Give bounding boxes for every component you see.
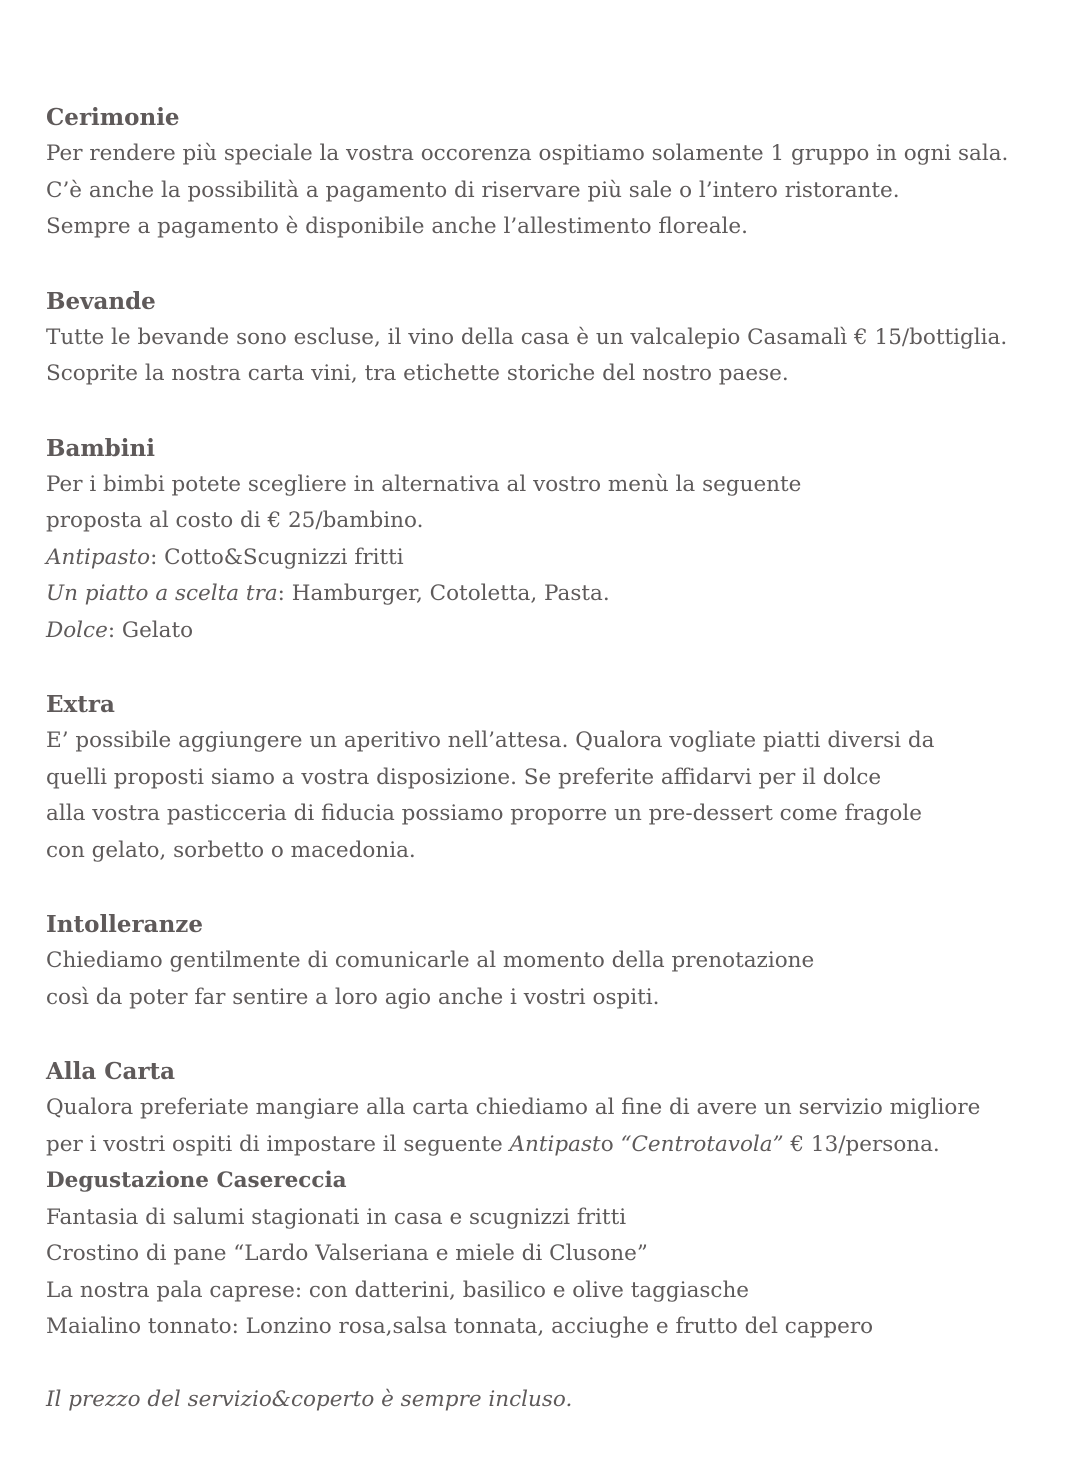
alla-carta-antipasto-label: Antipast — [509, 1131, 601, 1157]
section-bevande — [46, 284, 1056, 393]
section-title-extra: Extra — [46, 691, 115, 718]
extra-line: E’ possibile aggiungere un aperitivo nell’attesa. Qualora vogliate piatti diversi da — [46, 728, 935, 753]
degustazione-item: Crostino di pane “Lardo Valseriana e miele di Clusone” — [46, 1241, 648, 1266]
section-title-cerimonie: Cerimonie — [46, 104, 180, 131]
alla-carta-line — [46, 1127, 1056, 1164]
bambini-menu-item — [46, 540, 1056, 577]
alla-carta-line: Qualora preferiate mangiare alla carta chiediamo al fine di avere un servizio migliore — [46, 1095, 981, 1120]
section-extra — [46, 687, 1056, 869]
bambini-menu-label: Dolce — [46, 617, 108, 643]
degustazione-heading: Degustazione Casereccia — [46, 1168, 347, 1193]
footer-note: Il prezzo del servizio&coperto è sempre incluso. — [46, 1386, 573, 1412]
section-title-intolleranze: Intolleranze — [46, 911, 203, 938]
bambini-menu-value: : Gelato — [107, 617, 194, 643]
degustazione-item: La nostra pala caprese: con datterini, basilico e olive taggiasche — [46, 1277, 750, 1303]
bambini-menu-label: Antipasto — [46, 544, 151, 570]
section-intolleranze — [46, 907, 1056, 1016]
bevande-line: Tutte le bevande sono escluse, il vino della casa è un valcalepio Casamalì € 15/bottiglia. — [46, 324, 1008, 350]
alla-carta-line-text: o — [600, 1131, 621, 1157]
extra-line: quelli proposti siamo a vostra disposizione. Se preferite affidarvi per il dolce — [46, 764, 882, 790]
intolleranze-line: così da poter far sentire a loro agio anche i vostri ospiti. — [46, 984, 660, 1010]
bevande-line: Scoprite la nostra carta vini, tra etichette storiche del nostro paese. — [46, 361, 789, 386]
bambini-menu-item — [46, 576, 1056, 613]
degustazione-item: Fantasia di salumi stagionati in casa e scugnizzi fritti — [46, 1204, 627, 1230]
cerimonie-line: Per rendere più speciale la vostra occorenza ospitiamo solamente 1 gruppo in ogni sala. — [46, 141, 1009, 166]
extra-line: alla vostra pasticceria di fiducia possiamo proporre un pre-dessert come fragole — [46, 801, 922, 826]
bambini-menu-value: : Hamburger, Cotoletta, Pasta. — [277, 581, 610, 606]
bambini-line: Per i bimbi potete scegliere in alternativa al vostro menù la seguente — [46, 471, 802, 497]
bambini-menu-label: Un piatto a scelta tra — [46, 581, 278, 606]
section-cerimonie — [46, 100, 1056, 246]
intolleranze-line: Chiediamo gentilmente di comunicarle al momento della prenotazione — [46, 948, 815, 973]
cerimonie-line: C’è anche la possibilità a pagamento di riservare più sale o l’intero ristorante. — [46, 177, 900, 203]
extra-line: con gelato, sorbetto o macedonia. — [46, 837, 416, 863]
alla-carta-price: € 13/persona. — [783, 1131, 940, 1157]
section-alla-carta — [46, 1054, 1056, 1346]
section-bambini — [46, 431, 1056, 650]
bambini-menu-item — [46, 613, 1056, 650]
section-title-bambini: Bambini — [46, 434, 155, 462]
degustazione-item: Maialino tonnato: Lonzino rosa,salsa tonnata, acciughe e frutto del cappero — [46, 1314, 874, 1339]
alla-carta-centrotavola-label: “Centrotavola” — [620, 1131, 784, 1157]
alla-carta-line-text: per i vostri ospiti di impostare il seguente — [46, 1131, 510, 1157]
bambini-line: proposta al costo di € 25/bambino. — [46, 508, 424, 533]
section-title-alla-carta: Alla Carta — [46, 1058, 176, 1085]
bambini-menu-value: : Cotto&Scugnizzi fritti — [150, 544, 404, 570]
section-title-bevande: Bevande — [46, 287, 156, 315]
menu-info-document — [46, 100, 1056, 1418]
cerimonie-line: Sempre a pagamento è disponibile anche l’allestimento floreale. — [46, 214, 748, 239]
